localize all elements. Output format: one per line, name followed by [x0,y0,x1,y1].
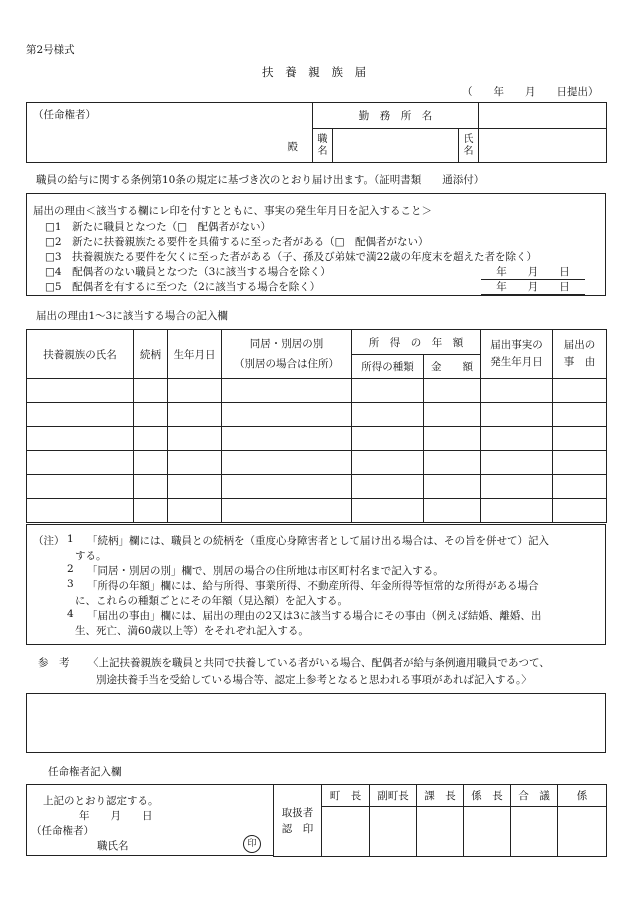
table-cell[interactable] [134,499,168,523]
reason-5-date[interactable]: 年 月 日 [481,279,585,295]
seal-icon: 印 [243,835,261,853]
approver-authority: （任命権者） [31,825,94,837]
post-field[interactable] [333,129,459,163]
col-income-type: 所得の種類 [352,355,424,379]
submit-date: （ 年 月 日提出） [462,86,599,98]
stamp-field-staff[interactable] [558,807,607,857]
table-row [27,427,607,451]
table-cell[interactable] [168,475,222,499]
table-cell[interactable] [481,427,553,451]
reasons-box [26,193,606,296]
reason-item-2[interactable]: □2 新たに扶養親族たる要件を具備するに至った者がある（□ 配偶者がない） [45,236,429,248]
table-cell[interactable] [134,379,168,403]
stamp-table [273,784,607,857]
table-cell[interactable] [352,403,424,427]
table-cell[interactable] [168,379,222,403]
reference-line1: 〈上記扶養親族を職員と共同で扶養している者がいる場合、配偶者が給与条例適用職員であつて、 [88,657,550,669]
table-cell[interactable] [553,475,607,499]
table-row [27,475,607,499]
table-cell[interactable] [352,475,424,499]
handler-cell [274,785,322,857]
stamp-field-deputy[interactable] [370,807,417,857]
note-3-num: 3 [67,578,74,590]
table-cell[interactable] [424,499,481,523]
table-row [27,403,607,427]
workplace-label: 勤 務 所 名 [313,103,479,129]
table-cell[interactable] [481,499,553,523]
note-2-num: 2 [67,563,74,575]
table-cell[interactable] [424,379,481,403]
col-fact-date [481,330,553,379]
statement-text: 職員の給与に関する条例第10条の規定に基づき次のとおり届け出ます。（証明書類 通添付） [36,174,485,186]
reason-item-5[interactable]: □5 配偶者を有するに至つた（2に該当する場合を除く） [45,281,321,293]
note-2-line1: 「同居・別居の別」欄で、別居の場合の住所地は市区町村名まで記入する。 [87,565,444,577]
col-reason-line2: 事 由 [563,356,596,368]
table-row [27,451,607,475]
section-title: 届出の理由1〜3に該当する場合の記入欄 [36,310,228,322]
table-cell[interactable] [553,403,607,427]
authority-label: （任命権者） [33,109,96,121]
note-1-num: 1 [67,533,74,545]
table-cell[interactable] [222,379,352,403]
table-cell[interactable] [424,475,481,499]
stamp-col-deputy: 副町長 [370,785,417,807]
table-cell[interactable] [222,475,352,499]
col-cohabit [222,330,352,379]
table-cell[interactable] [134,427,168,451]
table-row [27,499,607,523]
table-cell[interactable] [27,499,134,523]
table-cell[interactable] [424,403,481,427]
stamp-col-staff: 係 [558,785,607,807]
stamp-field-mayor[interactable] [322,807,370,857]
table-cell[interactable] [553,427,607,451]
table-cell[interactable] [481,451,553,475]
reference-field[interactable] [26,693,606,753]
note-3-line1: 「所得の年額」欄には、給与所得、事業所得、不動産所得、年金所得等恒常的な所得がある場合 [87,580,539,592]
col-cohabit-line2: （別居の場合は住所） [234,358,339,370]
post-label: 職名 [313,129,333,163]
stamp-field-section-chief[interactable] [417,807,464,857]
stamp-col-consult: 合 議 [511,785,558,807]
dono-label: 殿 [287,141,298,153]
col-birth: 生年月日 [168,330,222,379]
table-cell[interactable] [27,475,134,499]
note-1-line2: する。 [75,550,107,562]
form-number: 第2号様式 [26,44,75,56]
table-cell[interactable] [481,475,553,499]
reference-label: 参 考 [38,657,70,669]
col-relation: 続柄 [134,330,168,379]
handler-label: 取扱者 [281,806,314,819]
header-table [26,102,607,163]
table-cell[interactable] [481,379,553,403]
col-name: 扶養親族の氏名 [27,330,134,379]
note-3-line2: に、これらの種類ごとにその年額（見込額）を記入する。 [75,595,348,607]
notes-box [26,524,606,645]
table-cell[interactable] [27,451,134,475]
table-cell[interactable] [168,499,222,523]
note-4-line1: 「届出の事由」欄には、届出の理由の2又は3に該当する場合にその事由（例えば結婚、離婚、出 [87,610,542,622]
name-field[interactable] [479,129,607,163]
workplace-field[interactable] [479,103,607,129]
col-reason [553,330,607,379]
col-fact-date-line1: 届出事実の [490,339,543,351]
table-cell[interactable] [553,451,607,475]
approver-box [26,784,274,856]
table-cell[interactable] [481,403,553,427]
reason-item-3[interactable]: □3 扶養親族たる要件を欠くに至った者がある（子、孫及び弟妹で満22歳の年度末を超えた者を除く） [45,251,537,263]
col-fact-date-line2: 発生年月日 [490,356,543,368]
table-cell[interactable] [27,403,134,427]
table-cell[interactable] [553,499,607,523]
table-cell[interactable] [27,427,134,451]
table-cell[interactable] [168,403,222,427]
notes-label: （注） [33,535,65,547]
table-cell[interactable] [352,499,424,523]
table-cell[interactable] [134,451,168,475]
col-cohabit-line1: 同居・別居の別 [249,338,324,350]
table-cell[interactable] [222,427,352,451]
stamp-col-mayor: 町 長 [322,785,370,807]
table-cell[interactable] [222,499,352,523]
stamp-col-section-chief: 課 長 [417,785,464,807]
table-cell[interactable] [553,379,607,403]
table-cell[interactable] [168,451,222,475]
table-cell[interactable] [134,403,168,427]
table-cell[interactable] [352,427,424,451]
col-reason-line1: 届出の [563,339,596,351]
reason-item-4[interactable]: □4 配偶者のない職員となつた（3に該当する場合を除く） [45,266,331,278]
table-cell[interactable] [222,403,352,427]
table-cell[interactable] [168,427,222,451]
table-cell[interactable] [352,379,424,403]
name-label: 氏名 [459,129,479,163]
note-4-line2: 生、死亡、満60歳以上等）をそれぞれ記入する。 [75,625,309,637]
reason-item-1[interactable]: □1 新たに職員となつた（□ 配偶者がない） [45,221,272,233]
table-cell[interactable] [134,475,168,499]
col-amount: 金 額 [424,355,481,379]
dependents-table [26,329,607,523]
stamp-field-unit-chief[interactable] [464,807,511,857]
form-title: 扶 養 親 族 届 [262,65,371,79]
reason-4-date[interactable]: 年 月 日 [481,264,585,280]
dependents-body [27,379,607,523]
table-cell[interactable] [352,451,424,475]
approver-section-title: 任命権者記入欄 [48,766,122,778]
table-cell[interactable] [424,451,481,475]
approver-certified: 上記のとおり認定する。 [43,795,159,807]
stamp-label: 認 印 [281,822,314,835]
col-income: 所 得 の 年 額 [352,330,481,355]
reference-line2: 別途扶養手当を受給している場合等、認定上参考となると思われる事項があれば記入する。〉 [96,674,532,686]
stamp-col-unit-chief: 係 長 [464,785,511,807]
stamp-field-consult[interactable] [511,807,558,857]
approver-name-label: 職氏名 [97,840,129,852]
table-cell[interactable] [222,451,352,475]
approver-date[interactable]: 年 月 日 [79,810,153,822]
table-row [27,379,607,403]
note-4-num: 4 [67,608,74,620]
table-cell[interactable] [424,427,481,451]
reasons-heading: 届出の理由＜該当する欄にレ印を付すとともに、事実の発生年月日を記入すること＞ [33,205,432,217]
note-1-line1: 「続柄」欄には、職員との続柄を（重度心身障害者として届け出る場合は、その旨を併せて）記入 [87,535,549,547]
table-cell[interactable] [27,379,134,403]
